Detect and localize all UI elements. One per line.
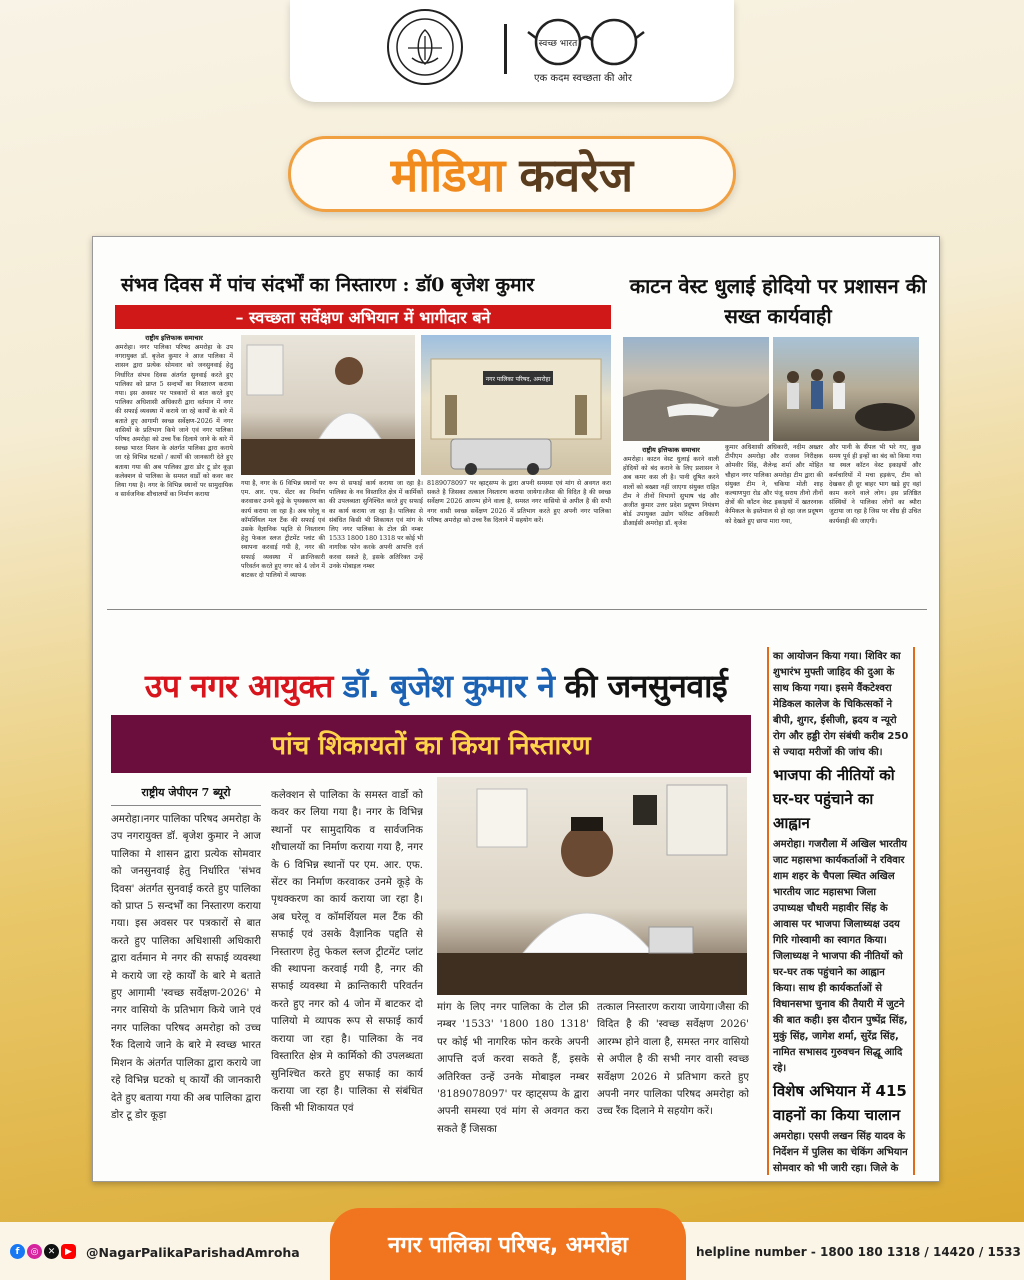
article3-column2: कलेक्शन से पालिका के समस्त वार्डो को कवर कर लिया गया है। नगर के विभिन्न स्थानों पर सामुदायिक व सार्वजनिक शौचालयों का निर्माण कराया गया है, नगर के 6 विभिन्न स्थानों पर एम. आर. एफ. सेंटर का निर्माण करवाकर उनमे कूड़े के पृथक्करण का कार्य कराया जा रहा है। अब घरेलू व कॉमर्शियल मल टैंक की सफाई एवं उसके वैज्ञानिक पद्दति से निस्तारण हेतु फेकल स्लज ट्रीटमेंट प्लांट की स्थापना करवाई गयी है, नगर की सफाई व्यवस्था मे क्रान्तिकारी परिवर्तन करते हुए नगर को 4 जोन में बाटकर दो पालियो मे व्यापक रूप से सफाई कार्य कराया जा रहा है। पालिका के नव विस्तारित क्षेत्र मे कार्मिको की उपलब्धता सुनिश्चित करते हुए सफाई का कार्य कराया जा रहा है। पालिका से संबंधित किसी भी शिकायत एवं	[271, 790, 423, 1115]
side-text-1: का आयोजन किया गया। शिविर का शुभारंभ मुफ्ती जाहिद की दुआ के साथ किया गया। इसमे वैंकटेश्वरा मेडिकल कालेज के चिकित्सकों ने बीपी, शुगर, ईसीजी, ह्रदय व न्यूरो रोग और हड्डी रोग संबंधी करीब 250 से ज्यादा मरीजों की जांच की।	[773, 651, 909, 758]
article2-byline: राष्ट्रीय इत्तिफाक समाचार	[642, 446, 700, 454]
article3-officer-photo	[437, 777, 747, 995]
building-board-text: नगर पालिका परिषद, अमरोहा	[485, 376, 551, 383]
article3-column4: तत्काल निस्तारण कराया जायेगा।जैसा की विदित है की 'स्वच्छ सर्वेक्षण 2026' आरम्भ होने वाला है, समस्त नगर वासियो से अपील है की सभी नगर वासी स्वच्छ सर्वेक्षण 2026 मे प्रतिभाग करते हुए अपनी नगर पालिका परिषद अमरोहा को उच्च रैंक दिलाने मे सहयोग करें।	[597, 1002, 749, 1118]
article3-column1: अमरोहा।नगर पालिका परिषद अमरोहा के उप नगरायुक्त डॉ. बृजेश कुमार ने आज पालिका मे शासन द्वारा प्रत्येक सोमवार को जनसुनवाई हेतु निर्धारित 'संभव दिवस' अंतर्गत सुनवाई करते हुए पालिका को प्राप्त 5 सन्दर्भों का निस्तारण कराया गया। इस अवसर पर पत्रकारों से बात करते हुए पालिका अधिशासी अधिकारी द्वारा वर्तमान मे नगर की सफाई व्यवस्था मे कराये जा रहे कार्यों के बारे मे बताते हुए आगामी 'स्वच्छ सर्वेक्षण-2026' मे नगर वासियो के प्रतिभाग किये जाने एवं नगर पालिका परिषद अमरोहा को उच्च रैंक दिलाये जाने के बारे मे स्वच्छ भारत मिशन के अंतर्गत पालिका द्वारा कराये जा रहे विभिन्न घटको ध् कार्यों की जानकारी देते हुए बताया गया की अब पालिका द्वारा डोर टू डोर कूड़ा	[111, 814, 261, 1121]
article2-headline: काटन वेस्ट धुलाई होदियो पर प्रशासन की सख्त कार्यवाही	[629, 274, 927, 328]
article3-headline	[107, 661, 765, 709]
article1-byline: राष्ट्रीय इत्तिफाक समाचार	[145, 334, 203, 342]
building-icon	[421, 335, 611, 475]
article1-officer-photo	[241, 335, 415, 475]
side-text-3: अमरोहा। एसपी लखन सिंह यादव के निर्देशन में पुलिस का चेकिंग अभियान सोमवार को भी जारी रहा। जिले के	[773, 1131, 908, 1174]
section-divider	[107, 609, 927, 610]
swachh-bharat-spectacles-icon	[526, 14, 646, 68]
side-headline-2: विशेष अभियान में 415 वाहनों का किया चालान	[773, 1082, 907, 1124]
page-title	[288, 136, 736, 212]
article1-column2: गया है, नगर के 6 विभिन्न स्थानों पर एम. आर. एफ. सेंटर का निर्माण करवाकर उनमे कूड़े के पृथक्करण का कार्य कराया जा रहा है। अब घरेलू व कॉमर्शियल मल टैंक की सफाई एवं उसके वैज्ञानिक पद्दति से निस्तारण हेतु फेकल स्लज ट्रीटमेंट प्लांट की स्थापना करवाई गयी है, नगर की सफाई व्यवस्था में क्रान्तिकारी परिवर्तन करते हुए नगर को 4 जोन में बाटकर दो पालियो में व्यापक	[241, 480, 325, 580]
article3-headline-part3: की जनसुनवाई	[564, 666, 728, 705]
facebook-icon[interactable]: f	[10, 1244, 25, 1259]
article3-column3: मांग के लिए नगर पालिका के टोल फ्री नम्बर '1533' '1800 180 1318' पर कोई भी नागरिक फोन करके अपनी आपत्ति दर्ज करवा सकते हैं, इसके अतिरिक्त उन्हें उनके मोबाइल नम्बर '8189078097' पर व्हाट्सप्प के द्वारा अपनी समस्या एवं मांग से अवगत करा सकते हैं जिसका	[437, 1002, 589, 1135]
swachh-tagline: एक कदम स्वच्छता की ओर	[534, 73, 632, 84]
officials-group-icon	[773, 337, 919, 441]
article1-column4: 8189078097 पर व्हाट्सप्प के द्वारा अपनी समस्या एवं मांग से अवगत करा सकते है जिसका तत्काल निस्तारण कराया जायेगा।जैसा की विदित है की स्वच्छ सर्वेक्षण 2026 आरम्भ होने वाला है, समस्त नगर वासियो से अपील है की सभी नगर वासी स्वच्छ सर्वेक्षण 2026 में प्रतिभाग करते हुए अपनी नगर पालिका परिषद अमरोहा को उच्च रैंक दिलाने में सहयोग करें।	[427, 480, 611, 524]
title-word-media: मीडिया	[390, 148, 506, 202]
article2-site-photo-2	[773, 337, 919, 441]
article2-column3: और पानी के सैंपल भी भरे गए, कुछ समय पूर्व ही इन्हों का बंद को किया गया था स्थल कॉटन वेस्ट इकाइयों और कर्मचारियों में मचा हड़कंप, टीम को देखकर ही दूर बाहर भाग खड़े हुए वहां काम करने वाले लोग। इस प्रतिष्ठित संस्थियों ने पालिका लोगों का ब्यौरा जुटाया जा रहा है जिस पर शीघ्र ही उचित कार्यवाही की जाएगी।	[829, 444, 921, 525]
youtube-icon[interactable]: ▶	[61, 1244, 76, 1259]
waste-site-icon	[623, 337, 769, 441]
article1-subhead: – स्वच्छता सर्वेक्षण अभियान में भागीदार बने	[115, 305, 611, 329]
swachh-text: स्वच्छ भारत	[538, 39, 578, 49]
helpline-number: helpline number - 1800 180 1318 / 14420 / 1533	[696, 1245, 1021, 1259]
x-icon[interactable]: ✕	[44, 1244, 59, 1259]
article3-byline: राष्ट्रीय जेपीएन 7 ब्यूरो	[141, 786, 231, 799]
article3-headline-part2: डॉ. बृजेश कुमार ने	[342, 666, 555, 705]
side-headline-1: भाजपा की नीतियों को घर-घर पहुंचाने का आह्वान	[773, 766, 895, 832]
officer-at-desk-icon	[437, 777, 747, 995]
officer-figure-icon	[241, 335, 415, 475]
newspaper-clipping	[92, 236, 940, 1182]
footer-title: नगर पालिका परिषद, अमरोहा	[330, 1208, 686, 1280]
header-divider	[504, 24, 507, 74]
instagram-icon[interactable]: ◎	[27, 1244, 42, 1259]
article2-column1: अमरोहा। काटन वेस्ट धुलाई करने वाली होदियों को बंद कराने के लिए प्रशासन ने अब कमर कस ली है। पानी दूषित करने वालों को बख्शा नहीं जाएगा संयुक्त राहित टीम ने तीनों विभागों सुभाष चंद्र और अजीत कुमार उत्तर प्रदेश प्रदूषण नियंत्रण बोर्ड उपायुक्त उद्योग फॉरेस्ट अधिकारी डीआईसी अमरोहा डॉ. बृजेश	[623, 456, 719, 528]
article1-column1: अमरोहा। नगर पालिका परिषद अमरोहा के उप नगरायुक्त डॉ. बृजेश कुमार ने आज पालिका में शासन द्वारा प्रत्येक सोमवार को जनसुनवाई हेतु निर्धारित संभव दिवस अंतर्गत सुनवाई करते हुए पालिका को प्राप्त 5 सन्दर्भों का निस्तारण कराया गया। इस अवसर पर पत्रकारों से बात करते हुए पालिका अधिशासी अधिकारी द्वारा वर्तमान में नगर की सफाई व्यवस्था में कराये जा रहे कार्यों के बारे में बताते हुए आगामी स्वच्छ सर्वेक्षण-2026 में नगर वासियों के प्रतिभाग किये जाने एवं नगर पालिका परिषद अमरोहा को उच्च रैंक दिलाये जाने के बारे में स्वच्छ भारत मिशन के अंतर्गत पालिका द्वारा कराये जा रहे विभिन्न घटकों / कार्यों की जानकारी देते हुए बताया गया की अब पालिका द्वारा डोर टू डोर कूड़ा कलेक्शन से पालिका के समस्त वार्डों को कवर कर लिया गया है। नगर के विभिन्न स्थानों पर सामुदायिक व सार्वजनिक शौचालयों का निर्माण कराया	[115, 344, 233, 499]
up-government-seal-icon	[386, 8, 464, 86]
social-icons	[10, 1244, 76, 1259]
side-column	[767, 647, 915, 1175]
social-handle[interactable]: @NagarPalikaParishadAmroha	[86, 1245, 300, 1260]
byline-rule	[111, 805, 261, 806]
article2-column2: कुमार अधिशासी अधिकारी, नदीम अख्तर टीपीएम अमरोहा और राजस्व निरीक्षक ओमवीर सिंह, शैलेन्द्र शर्मा और मोहित चौहान नगर पालिका अमरोहा टीम द्वारा की संयुक्त टीम ने, चकिया मोती शाह कल्याणपुरा रोड और पंजू सराय तीनो तीनों क्षेत्रों की कॉटन वेस्ट इकाइयों में खतरनाक केमिकल के इस्तेमाल से हो रहा जल प्रदूषण को देखते हुए छापा मारा गया,	[725, 444, 823, 525]
title-word-coverage: कवरेज	[519, 148, 634, 202]
article1-column3: रूप से सफाई कार्य कराया जा रहा है। पालिका के नव विस्तारित क्षेत्र में कार्मिकों की उपलब्धता सुनिश्चित करते हुए सफाई का कार्य कराया जा रहा है। पालिका से संबंधित किसी भी शिकायत एवं मांग के लिए नगर पालिका के टोल फ्री नम्बर 1533 1800 180 1318 पर कोई भी नागरिक फोन करके अपनी आपत्ति दर्ज करवा सकते है, इसके अतिरिक्त उन्हें उनके मोबाइल नम्बर	[329, 480, 423, 570]
article3-headline-part1: उप नगर आयुक्त	[144, 666, 333, 705]
article1-office-building-photo	[421, 335, 611, 475]
logo-header	[290, 0, 734, 102]
article1-headline: संभव दिवस में पांच संदर्भों का निस्तारण : डॉ0 बृजेश कुमार	[121, 274, 535, 296]
article3-subhead: पांच शिकायतों का किया निस्तारण	[111, 715, 751, 773]
side-text-2: अमरोहा। गजरौला में अखिल भारतीय जाट महासभा कार्यकर्ताओं ने रविवार शाम शहर के चैपला स्थित अखिल भारतीय जाट महासभा जिला उपाध्यक्ष चौधरी महावीर सिंह के आवास पर भाजपा जिलाध्यक्ष उदय गिरि गोस्वामी का स्वागत किया। जिलाध्यक्ष ने भाजपा की नीतियों को घर-घर तक पहुंचाने का आह्वान किया। साथ ही कार्यकर्ताओं से विधानसभा चुनाव की तैयारी में जुटने की बात कही। इस दौरान पुष्पेंद्र सिंह, मुकुं सिंह, जागेश शर्मा, सुरेंद्र सिंह, नामित सभासद गुरुवचन सिद्धू आदि रहे।	[773, 839, 908, 1074]
article2-site-photo-1	[623, 337, 769, 441]
